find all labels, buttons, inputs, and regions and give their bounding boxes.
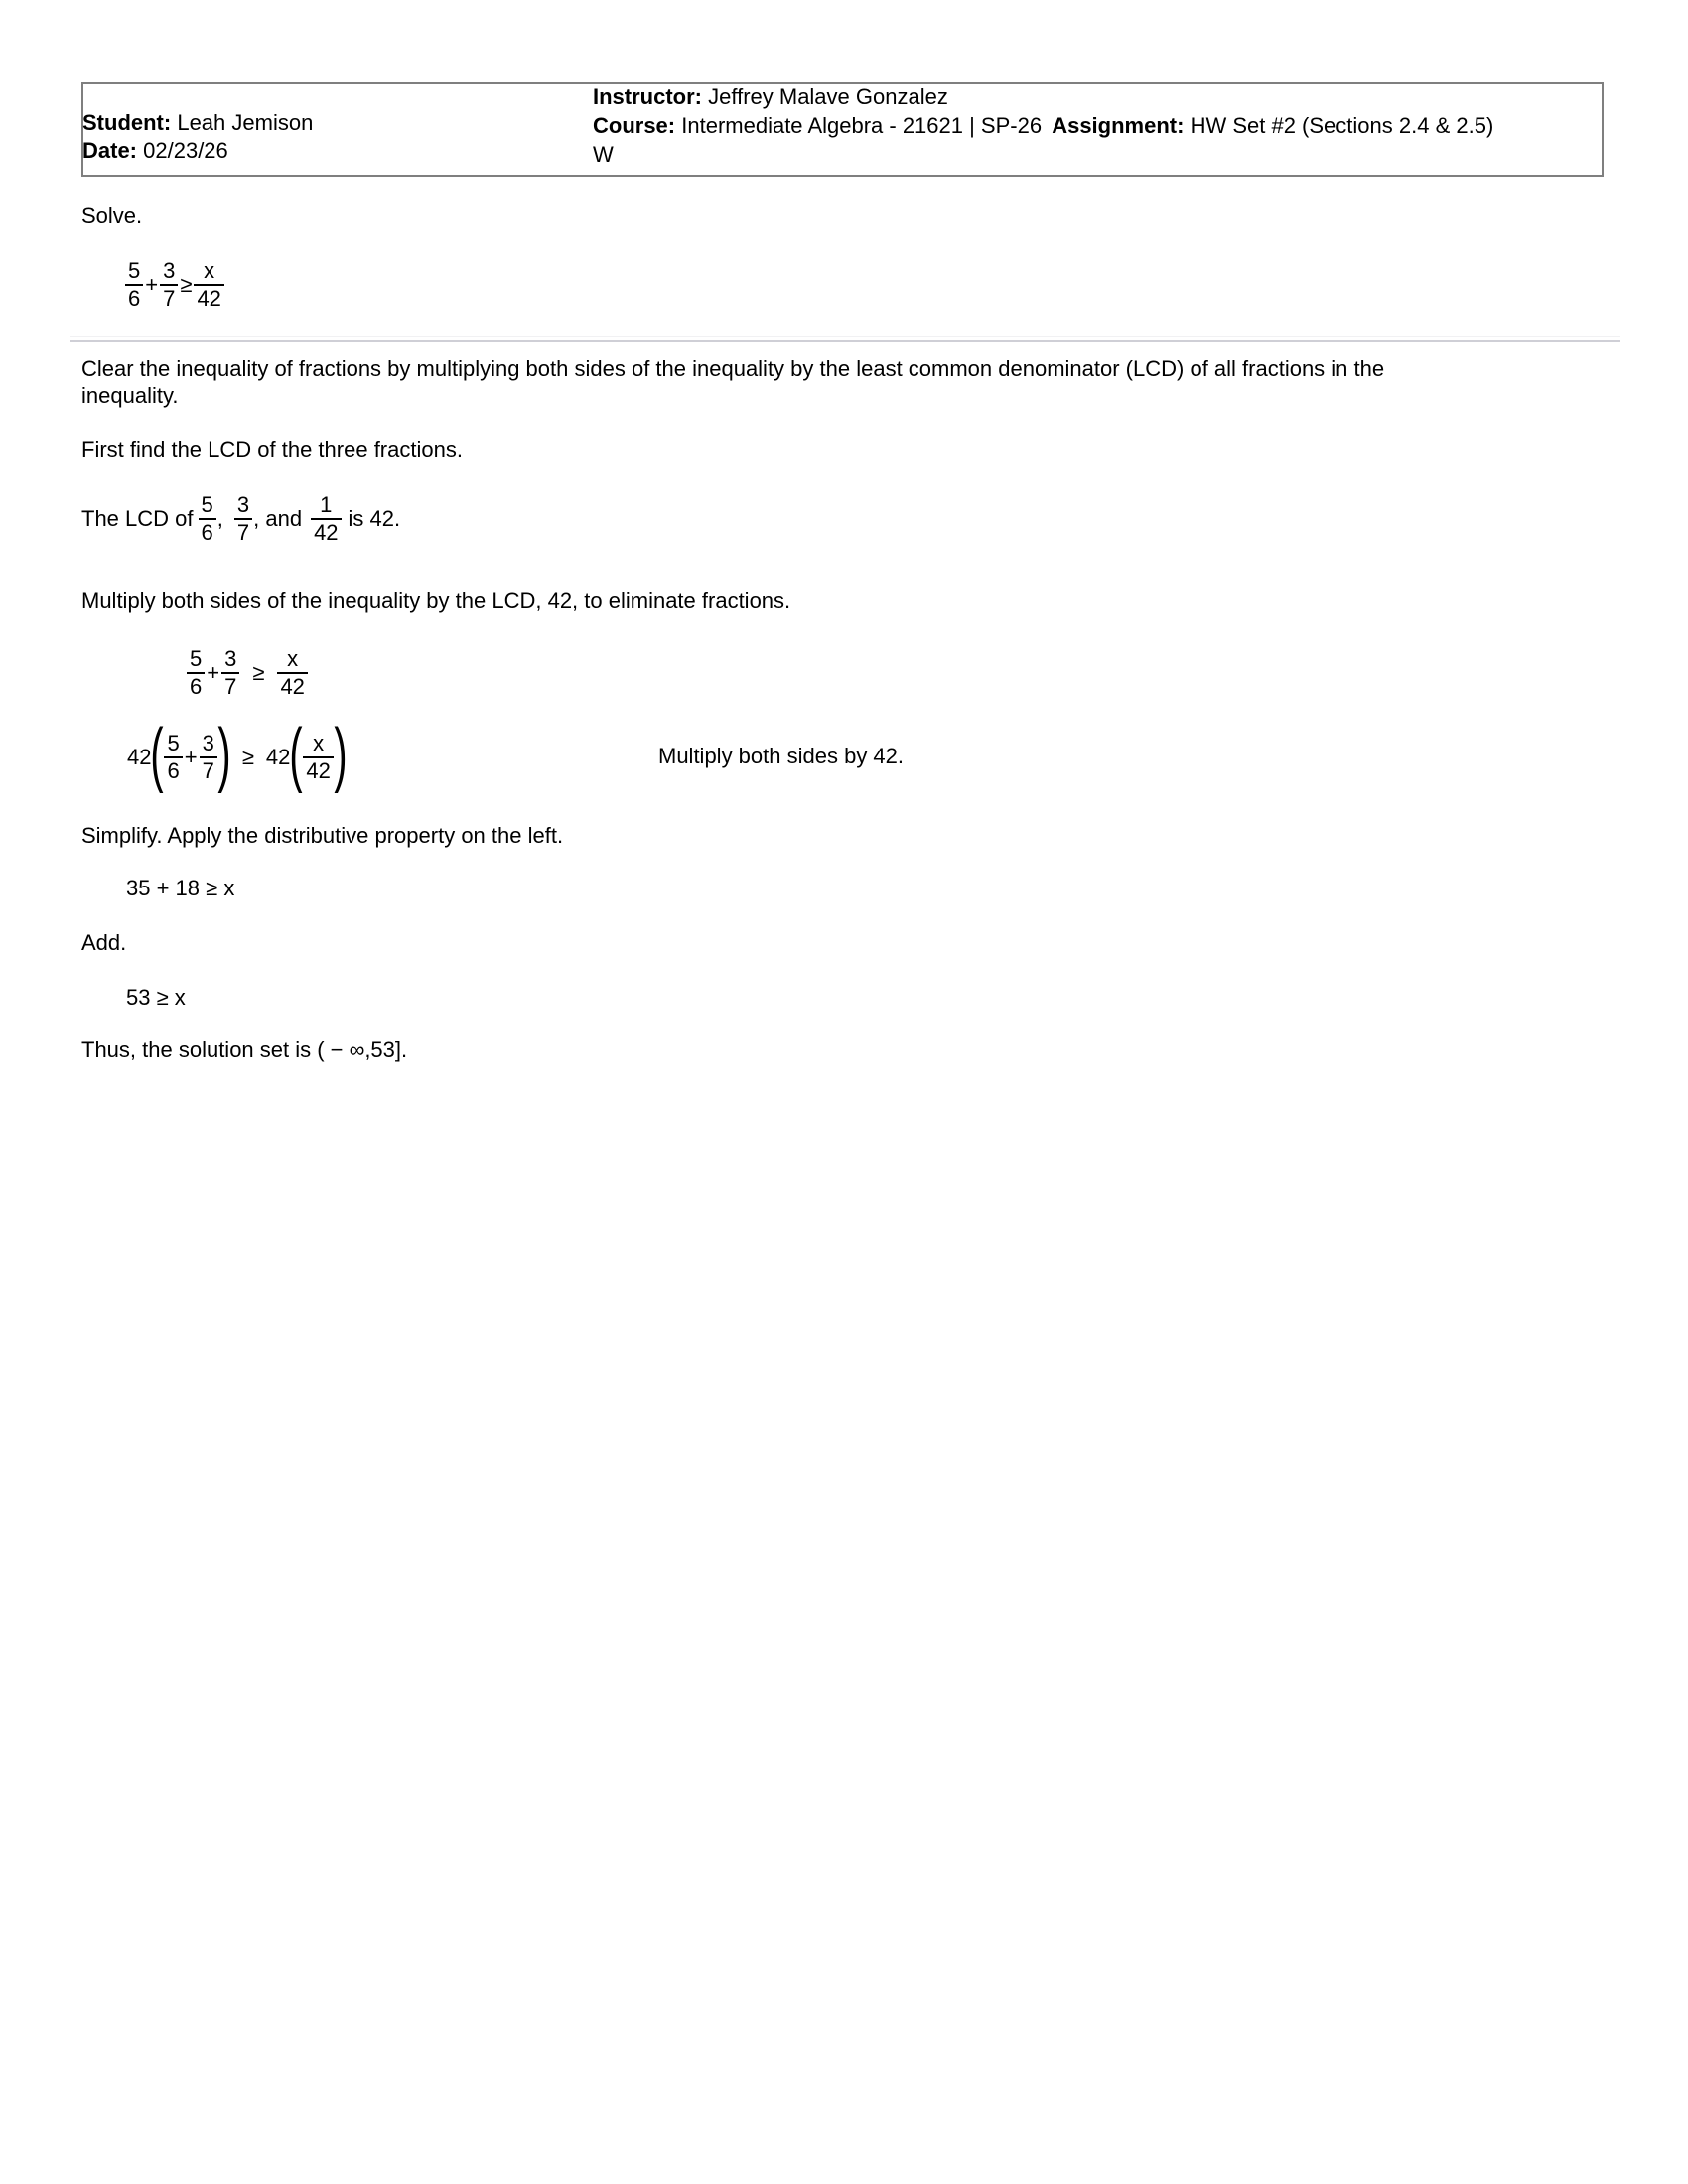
numerator: 5 <box>128 258 141 283</box>
instructor-name: Jeffrey Malave Gonzalez <box>708 84 948 109</box>
date-label: Date: <box>82 138 138 163</box>
denominator: 6 <box>190 674 203 699</box>
instructor-label: Instructor: <box>593 84 702 109</box>
conclusion: Thus, the solution set is ( − ∞,53]. <box>81 1037 408 1062</box>
lcd-suffix: is 42. <box>348 506 401 531</box>
numerator: 1 <box>320 492 333 517</box>
step5-text: Add. <box>81 930 127 955</box>
header-info-box <box>81 82 1604 177</box>
plus-sign: + <box>145 272 159 297</box>
fraction <box>303 733 333 782</box>
denominator: 42 <box>197 286 221 311</box>
denominator: 7 <box>163 286 176 311</box>
fraction <box>311 494 341 544</box>
numerator: x <box>204 258 215 283</box>
numerator: 5 <box>201 492 213 517</box>
denominator: 7 <box>202 758 214 783</box>
step1-text: Clear the inequality of fractions by multiplying both sides of the inequality by the least common denominator (LCD) of all fractions in the <box>81 356 1385 381</box>
numerator: 3 <box>224 646 237 671</box>
denominator: 6 <box>167 758 180 783</box>
coefficient-left: 42 <box>127 745 152 769</box>
instructor-line <box>593 84 948 110</box>
numerator: x <box>287 646 299 671</box>
fraction <box>125 260 143 310</box>
step1-text-cont: inequality. <box>81 383 179 408</box>
student-name: Leah Jemison <box>177 110 314 135</box>
assignment-value: HW Set #2 (Sections 2.4 & 2.5) <box>1190 113 1494 138</box>
relation-sign: ≥ <box>241 745 254 769</box>
date-value: 02/23/26 <box>143 138 228 163</box>
lcd-separator: , and <box>253 506 303 531</box>
relation-sign: ≥ <box>180 272 193 297</box>
work-row-2 <box>127 717 347 798</box>
student-line <box>82 110 313 136</box>
numerator: x <box>313 731 325 755</box>
numerator: 3 <box>202 731 214 755</box>
course-value: Intermediate Algebra - 21621 | SP-26 <box>681 113 1043 138</box>
denominator: 7 <box>224 674 237 699</box>
lcd-separator: , <box>216 506 223 531</box>
denominator: 42 <box>314 520 339 545</box>
relation-sign: ≥ <box>252 660 265 685</box>
close-paren: ) <box>217 715 231 794</box>
course-line <box>593 113 1493 139</box>
fraction <box>199 494 216 544</box>
denominator: 42 <box>280 674 305 699</box>
fraction <box>194 260 223 310</box>
fraction <box>277 648 307 698</box>
denominator: 7 <box>236 520 250 545</box>
step4-text: Simplify. Apply the distributive property on the left. <box>81 823 564 848</box>
close-paren: ) <box>334 715 348 794</box>
denominator: 6 <box>201 520 213 545</box>
work-row-1 <box>186 648 309 698</box>
step2-text: First find the LCD of the three fractions. <box>81 437 463 462</box>
fraction <box>234 494 252 544</box>
student-label: Student: <box>82 110 172 135</box>
coefficient-right: 42 <box>265 745 291 769</box>
assignment-suffix: W <box>593 142 614 167</box>
open-paren: ( <box>150 715 165 794</box>
problem-equation <box>124 260 225 310</box>
fraction <box>160 260 178 310</box>
course-label: Course: <box>593 113 676 138</box>
lcd-prefix: The LCD of <box>81 506 194 531</box>
fraction <box>187 648 205 698</box>
assignment-suffix-line <box>593 142 614 168</box>
step5-expression: 53 ≥ x <box>126 985 186 1010</box>
separator-shadow <box>70 336 1620 337</box>
assignment-label: Assignment: <box>1052 113 1185 138</box>
section-divider <box>70 340 1620 342</box>
plus-sign: + <box>207 660 220 685</box>
fraction <box>200 733 217 782</box>
numerator: 5 <box>190 646 203 671</box>
fraction <box>164 733 182 782</box>
open-paren: ( <box>289 715 303 794</box>
step4-expression: 35 + 18 ≥ x <box>126 876 235 900</box>
fraction <box>221 648 239 698</box>
problem-instruction: Solve. <box>81 204 143 228</box>
work-row-2-note: Multiply both sides by 42. <box>658 744 905 768</box>
denominator: 42 <box>306 758 331 783</box>
step3-text: Multiply both sides of the inequality by the LCD, 42, to eliminate fractions. <box>81 588 791 613</box>
numerator: 3 <box>236 492 250 517</box>
plus-sign: + <box>184 745 198 769</box>
numerator: 3 <box>163 258 176 283</box>
date-line <box>82 138 228 164</box>
lcd-statement <box>81 494 400 544</box>
denominator: 6 <box>128 286 141 311</box>
numerator: 5 <box>167 731 180 755</box>
